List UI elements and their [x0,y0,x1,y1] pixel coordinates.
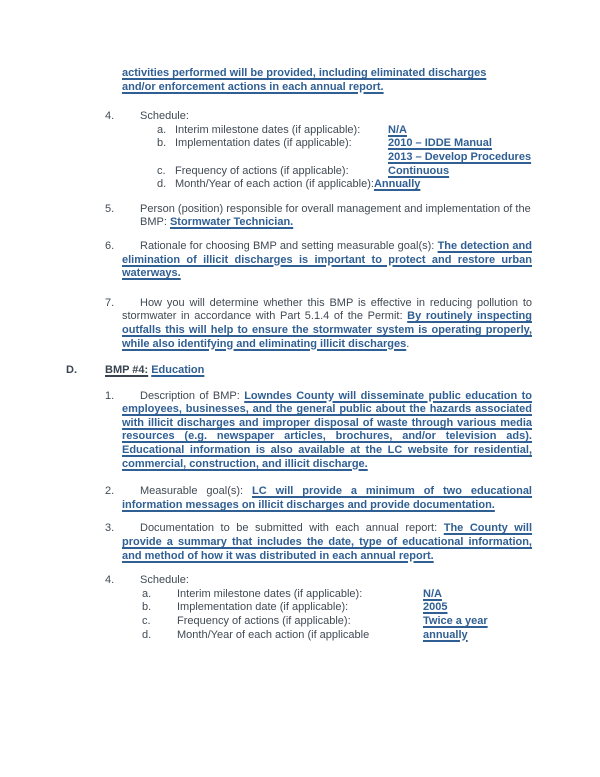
row-letter: a. [142,587,152,600]
row-label-text: Month/Year of each action (if applicable): [175,178,374,191]
item-number: 7. [105,296,115,309]
row-label: Frequency of actions (if applicable): [177,615,351,627]
item-prompt: How you will determine whether this BMP is effective in reducing pollution to stormwater in accordance with Part 5.1.4 of the Permit: [122,296,532,323]
row-label: Interim milestone dates (if applicable): [175,123,361,136]
item-number: 4. [105,110,115,123]
row-letter: c. [142,615,151,627]
row-label: Implementation dates (if applicable): [175,137,352,150]
row-label: Frequency of actions (if applicable): [175,164,349,177]
row-label [175,178,420,192]
item-number: 5. [105,202,115,215]
row-answer: Continuous [388,164,450,177]
schedule-title: Schedule: [140,110,189,123]
row-answer: N/A [423,587,442,600]
row-letter: b. [142,601,152,614]
row-answer: 2010 – IDDE Manual [388,137,492,150]
schedule-row [0,601,600,615]
item-number: 4. [105,574,115,587]
schedule-row [0,178,600,192]
list-item-4-schedule [105,110,532,124]
section-d-header [66,364,600,378]
item-answer: LC will provide a minimum of two educational information messages on illicit discharges and provide documentation. [122,485,532,511]
row-answer: Twice a year [423,615,488,627]
row-letter: c. [157,164,166,177]
item-text [122,297,532,351]
item-answer: The County will provide a summary that includes the date, type of educational information, and method of how it was distributed in each annual report. [122,522,532,562]
row-letter: a. [157,123,167,136]
row-label: Month/Year of each action (if applicable [177,628,370,641]
row-label: Interim milestone dates (if applicable): [177,587,363,600]
section-letter: D. [66,364,77,377]
item-text [122,390,532,472]
schedule-2 [0,588,600,642]
item-answer: The detection and elimination of illicit discharges is important to protect and restore urban waterways. [122,239,532,280]
schedule-row [0,151,600,165]
item-number: 1. [105,389,115,402]
item-answer: By routinely inspecting outfalls this will help to ensure the stormwater system is operating properly, while also identifying and eliminating illicit discharges [122,310,532,350]
item-suffix: . [406,337,410,350]
item-number: 6. [105,239,115,252]
item-answer: Lowndes County will disseminate public education to employees, businesses, and the general public about the hazards associated with illicit discharges and improper disposal of waste through various media resources (e.g. newspaper articles, brochures, and/or television ads). Educational information is also available at the LC website for residential, commercial, construction, and illicit discharge. [122,389,532,470]
schedule-1 [0,124,600,192]
list-item-5 [105,202,532,230]
list-item-d3 [105,522,532,563]
row-label: Implementation date (if applicable): [177,601,349,614]
row-answer: 2013 – Develop Procedures [388,150,532,163]
schedule-row [0,588,600,602]
row-answer: N/A [388,123,407,136]
item-text [122,240,532,281]
item-prompt: Documentation to be submitted with each annual report: [140,522,444,535]
list-item-d1 [105,389,532,472]
item-prompt: Measurable goal(s): [140,485,252,498]
item-answer: Stormwater Technician. [169,216,294,229]
item-prompt: Person (position) responsible for overall management and implementation of the BMP: [140,202,531,229]
continuation-paragraph [122,67,514,94]
list-item-d4-schedule [105,574,532,588]
item-text [122,522,532,563]
schedule-row [0,124,600,138]
item-number: 2. [105,485,115,498]
row-letter: d. [142,628,152,641]
section-title: BMP #4: [105,364,149,377]
row-answer: annually [423,628,468,641]
item-prompt: Description of BMP: [140,389,245,402]
row-letter: b. [157,137,167,150]
item-prompt: Rationale for choosing BMP and setting measurable goal(s): [140,239,438,252]
item-text [140,203,532,230]
item-number: 3. [105,522,115,535]
section-subtitle: Education [151,364,205,377]
list-item-6 [105,239,532,281]
row-letter: d. [157,178,167,191]
schedule-row [0,615,600,629]
schedule-title: Schedule: [140,574,189,587]
continuation-text: activities performed will be provided, including eliminated discharges and/or enforcement actions in each annual report. [122,67,487,93]
list-item-7 [105,296,532,351]
row-answer: 2005 [423,601,448,614]
item-text [122,485,532,512]
schedule-row [0,165,600,179]
list-item-d2 [105,485,532,512]
row-answer: Annually [373,178,421,191]
schedule-row [0,137,600,151]
schedule-row [0,629,600,643]
